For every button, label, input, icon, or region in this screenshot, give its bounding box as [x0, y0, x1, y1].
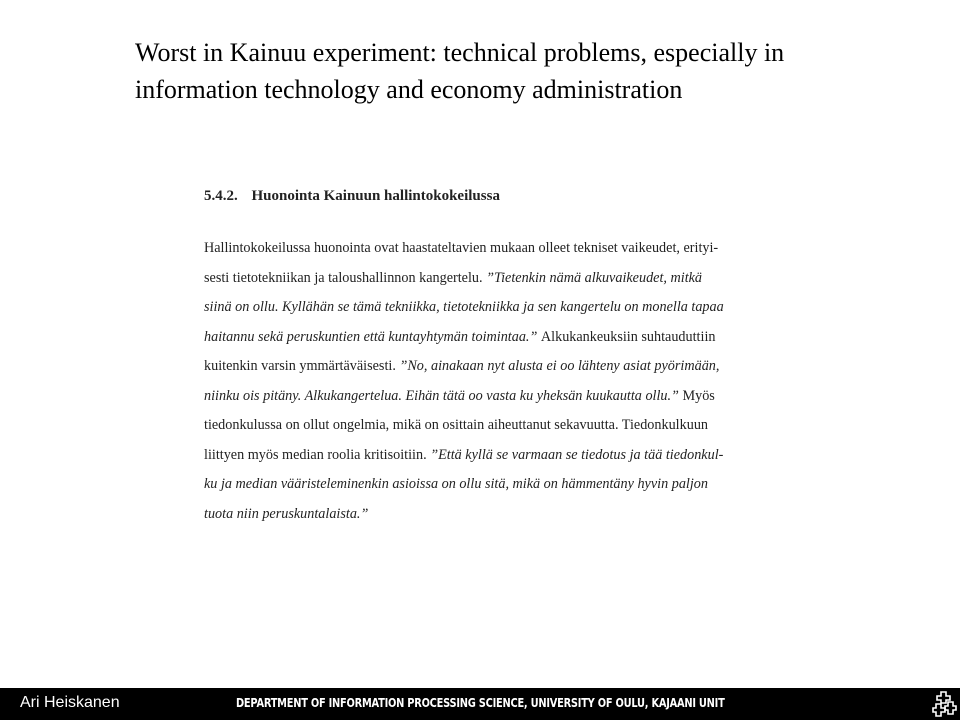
quote-text: niinku ois pitäny. Alkukangertelua. Eihän tätä oo vasta ku yheksän kuukautta ollu.” [204, 387, 683, 404]
excerpt-line [204, 411, 844, 441]
body-text: sesti tietotekniikan ja taloushallinnon kangertelu. [204, 269, 487, 286]
quote-text: ”Tietenkin nämä alkuvaikeudet, mitkä [486, 269, 703, 286]
footer-author: Ari Heiskanen [20, 694, 120, 711]
quote-text: ”No, ainakaan nyt alusta ei oo lähteny asiat pyörimään, [399, 358, 720, 374]
section-title: Huonointa Kainuun hallintokokeilussa [251, 188, 500, 204]
excerpt-line [204, 293, 844, 323]
body-text: kuitenkin varsin ymmärtäväisesti. [204, 358, 400, 374]
body-text: Alkukankeuksiin suhtauduttiin [540, 328, 716, 345]
excerpt-line [204, 323, 844, 353]
section-number: 5.4.2. [204, 188, 238, 204]
oulu-university-logo-icon [932, 690, 958, 718]
quote-text: tuota niin peruskuntalaista.” [204, 505, 369, 522]
document-excerpt [204, 186, 844, 529]
excerpt-line [204, 352, 844, 382]
body-text: liittyen myös median roolia kritisoitiin. [204, 446, 431, 463]
excerpt-line [204, 441, 844, 471]
excerpt-line [204, 500, 844, 530]
body-text: tiedonkulussa on ollut ongelmia, mikä on osittain aiheuttanut sekavuutta. Tiedonkulkuun [204, 417, 709, 433]
body-text: Hallintokokeilussa huonointa ovat haastateltavien mukaan olleet tekniset vaikeudet, erityi- [204, 240, 719, 256]
excerpt-line [204, 382, 844, 412]
quote-text: haitannu sekä peruskuntien että kuntayhtymän toimintaa.” [204, 328, 541, 345]
slide-title: Worst in Kainuu experiment: technical problems, especially in information technology and economy administration [135, 38, 785, 104]
footer-department: DEPARTMENT OF INFORMATION PROCESSING SCIENCE, UNIVERSITY OF OULU, KAJAANI UNIT [236, 696, 725, 710]
quote-text: ku ja median vääristeleminenkin asioissa on ollu sitä, mikä on hämmentäny hyvin paljon [204, 476, 708, 492]
quote-text: siinä on ollu. Kyllähän se tämä tekniikka, tietotekniikka ja sen kangertelu on monella tapaa [204, 299, 724, 315]
excerpt-heading [204, 186, 844, 206]
excerpt-line [204, 470, 844, 500]
excerpt-line [204, 264, 844, 294]
excerpt-line [204, 234, 844, 264]
body-text: Myös [682, 387, 715, 404]
quote-text: ”Että kyllä se varmaan se tiedotus ja tää tiedonkul- [430, 446, 724, 463]
footer-bar [0, 688, 960, 720]
excerpt-body [204, 234, 844, 529]
